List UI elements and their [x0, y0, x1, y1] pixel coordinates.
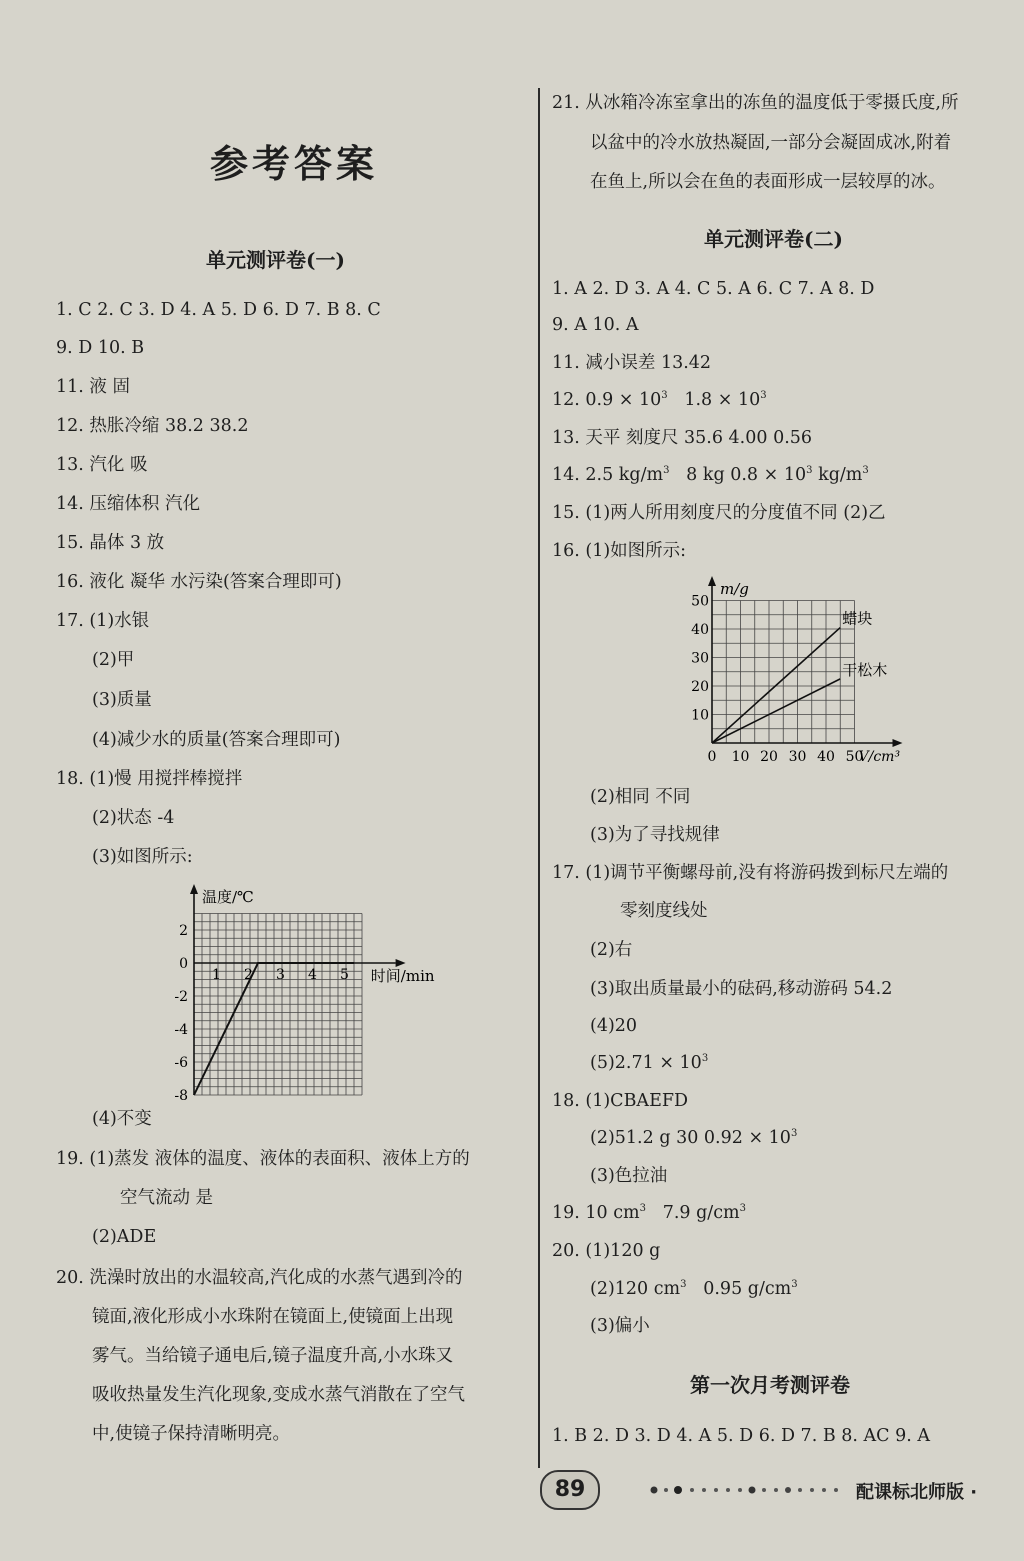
y-tick-label: -6: [174, 1055, 188, 1071]
x-tick-label: 1: [212, 967, 221, 983]
section-title-unit1: 单元测评卷(一): [206, 248, 345, 272]
answer-line: (3)色拉油: [590, 1166, 668, 1186]
x-axis-arrow: [893, 739, 903, 747]
answer-line: (3)取出质量最小的砝码,移动游码 54.2: [590, 979, 893, 999]
answer-line: 20. (1)120 g: [552, 1241, 661, 1261]
answer-line: (3)如图所示:: [92, 847, 193, 867]
wax-line: [712, 628, 840, 743]
exponent: 3: [663, 465, 670, 477]
y-tick-label: 20: [691, 679, 709, 695]
y-axis-arrow: [190, 884, 198, 894]
answer-line: [590, 1051, 708, 1075]
x-tick-label: 5: [340, 967, 349, 983]
answer-line: 零刻度线处: [620, 901, 708, 921]
column-divider: [538, 88, 540, 1468]
x-tick-label: 4: [308, 967, 317, 983]
answer-line: 镜面,液化形成小水珠附在镜面上,使镜面上出现: [92, 1307, 454, 1327]
series-label: 蜡块: [842, 609, 873, 628]
x-tick-label: 20: [760, 749, 778, 765]
answer-text: 14. 2.5 kg/m: [552, 465, 664, 485]
answer-line: [590, 1126, 797, 1150]
series-label: 干松木: [842, 660, 888, 679]
temperature-time-chart: [160, 880, 460, 1104]
y-tick-label: 2: [179, 923, 188, 939]
answer-line: 9. D 10. B: [56, 338, 145, 358]
answer-line: (2)甲: [92, 650, 135, 670]
answer-line: 14. 压缩体积 汽化: [56, 494, 200, 514]
answer-line: (2)相同 不同: [590, 787, 691, 807]
section-title-unit2: 单元测评卷(二): [704, 227, 843, 251]
answer-line: (2)右: [590, 940, 633, 960]
answer-line: 雾气。当给镜子通电后,镜子温度升高,小水珠又: [92, 1346, 454, 1366]
answer-line: 空气流动 是: [120, 1188, 214, 1208]
answer-line: [552, 1201, 746, 1225]
answer-text: 0.95 g/cm: [703, 1279, 792, 1299]
answer-line: 20. 洗澡时放出的水温较高,汽化成的水蒸气遇到冷的: [56, 1268, 463, 1288]
y-tick-label: -4: [174, 1022, 188, 1038]
exponent: 3: [791, 1279, 798, 1291]
x-tick-label: 50: [845, 749, 864, 765]
answer-line: 15. (1)两人所用刻度尺的分度值不同 (2)乙: [552, 503, 886, 523]
answer-line: 中,使镜子保持清晰明亮。: [92, 1424, 291, 1444]
answer-text: 12. 0.9 × 10: [552, 390, 662, 410]
page-number: 89: [540, 1470, 600, 1510]
answer-line: 18. (1)慢 用搅拌棒搅拌: [56, 769, 243, 789]
x-axis-arrow: [396, 959, 406, 967]
answer-line: 1. C 2. C 3. D 4. A 5. D 6. D 7. B 8. C: [56, 300, 381, 320]
answer-text: 1.8 × 10: [684, 390, 761, 410]
answer-line: (4)减少水的质量(答案合理即可): [92, 730, 341, 750]
x-tick-label: 40: [817, 749, 835, 765]
answer-line: (2)ADE: [92, 1227, 157, 1247]
answer-text: (2)120 cm: [590, 1279, 681, 1299]
y-axis-label: 温度/℃: [202, 888, 254, 906]
pine-line: [712, 679, 840, 743]
x-axis-label: V/cm³: [858, 749, 901, 765]
answer-line: 17. (1)水银: [56, 611, 150, 631]
answer-line: 12. 热胀冷缩 38.2 38.2: [56, 416, 249, 436]
exponent: 3: [639, 1203, 646, 1215]
y-tick-label: 30: [691, 650, 709, 667]
answer-line: 在鱼上,所以会在鱼的表面形成一层较厚的冰。: [590, 172, 946, 192]
y-axis-arrow: [708, 576, 716, 586]
y-tick-label: 10: [691, 707, 709, 724]
page-title: 参考答案: [210, 141, 379, 186]
answer-text: (5)2.71 × 10: [590, 1053, 702, 1073]
answer-line: 19. (1)蒸发 液体的温度、液体的表面积、液体上方的: [56, 1149, 470, 1169]
answer-line: 13. 汽化 吸: [56, 455, 148, 475]
answer-line: 9. A 10. A: [552, 315, 639, 335]
answer-line: 13. 天平 刻度尺 35.6 4.00 0.56: [552, 428, 813, 448]
x-tick-label: 2: [244, 967, 253, 983]
x-tick-label: 30: [788, 749, 807, 765]
answer-line: 1. A 2. D 3. A 4. C 5. A 6. C 7. A 8. D: [552, 279, 875, 299]
answer-line: [552, 463, 869, 487]
decorative-dots: [648, 1484, 848, 1496]
y-tick-label: -8: [174, 1088, 188, 1104]
y-axis-label: m/g: [720, 580, 749, 598]
answer-text: 7.9 g/cm: [662, 1203, 740, 1223]
exponent: 3: [739, 1203, 746, 1215]
x-tick-label: 10: [731, 749, 750, 765]
mass-volume-chart: [680, 574, 940, 774]
exponent: 3: [790, 1128, 798, 1140]
y-tick-label: 0: [179, 956, 188, 972]
answer-line: 17. (1)调节平衡螺母前,没有将游码拨到标尺左端的: [552, 863, 949, 883]
answer-line: (3)质量: [92, 690, 152, 710]
x-tick-label: 0: [707, 749, 717, 765]
y-tick-label: -2: [174, 989, 188, 1005]
answer-line: (4)不变: [92, 1109, 152, 1129]
exponent: 3: [760, 390, 767, 402]
edition-label: 配课标北师版 ·: [856, 1482, 978, 1503]
answer-line: (3)偏小: [590, 1316, 650, 1336]
answer-line: 16. (1)如图所示:: [552, 541, 687, 561]
exponent: 3: [806, 465, 813, 477]
answer-text: (2)51.2 g 30 0.92 × 10: [590, 1128, 791, 1148]
answer-line: 16. 液化 凝华 水污染(答案合理即可): [56, 572, 342, 592]
exponent: 3: [862, 465, 869, 477]
exponent: 3: [661, 390, 668, 402]
section-title-exam1: 第一次月考测评卷: [690, 1373, 850, 1397]
answer-line: 15. 晶体 3 放: [56, 533, 165, 553]
answer-line: [590, 1277, 798, 1301]
answer-line: 11. 减小误差 13.42: [552, 353, 712, 373]
x-tick-label: 3: [276, 967, 285, 983]
answer-line: (4)20: [590, 1016, 638, 1036]
y-tick-label: 40: [691, 622, 709, 638]
answer-text: 8 kg 0.8 × 10: [686, 465, 807, 485]
answer-line: 以盆中的冷水放热凝固,一部分会凝固成冰,附着: [590, 133, 952, 153]
x-axis-label: 时间/min: [370, 967, 435, 985]
answer-text: 19. 10 cm: [552, 1203, 640, 1223]
answer-line: (3)为了寻找规律: [590, 825, 720, 845]
answer-line: 11. 液 固: [56, 377, 130, 397]
answer-line: 1. B 2. D 3. D 4. A 5. D 6. D 7. B 8. AC 9. A: [552, 1426, 930, 1446]
answer-line: [552, 388, 767, 412]
answer-text: kg/m: [818, 465, 863, 485]
answer-line: 21. 从冰箱冷冻室拿出的冻鱼的温度低于零摄氏度,所: [552, 93, 959, 113]
exponent: 3: [701, 1053, 709, 1065]
answer-line: 18. (1)CBAEFD: [552, 1091, 689, 1111]
y-tick-label: 50: [691, 593, 709, 610]
answer-line: 吸收热量发生汽化现象,变成水蒸气消散在了空气: [92, 1385, 466, 1405]
answer-line: (2)状态 -4: [92, 808, 175, 828]
exponent: 3: [680, 1279, 687, 1291]
